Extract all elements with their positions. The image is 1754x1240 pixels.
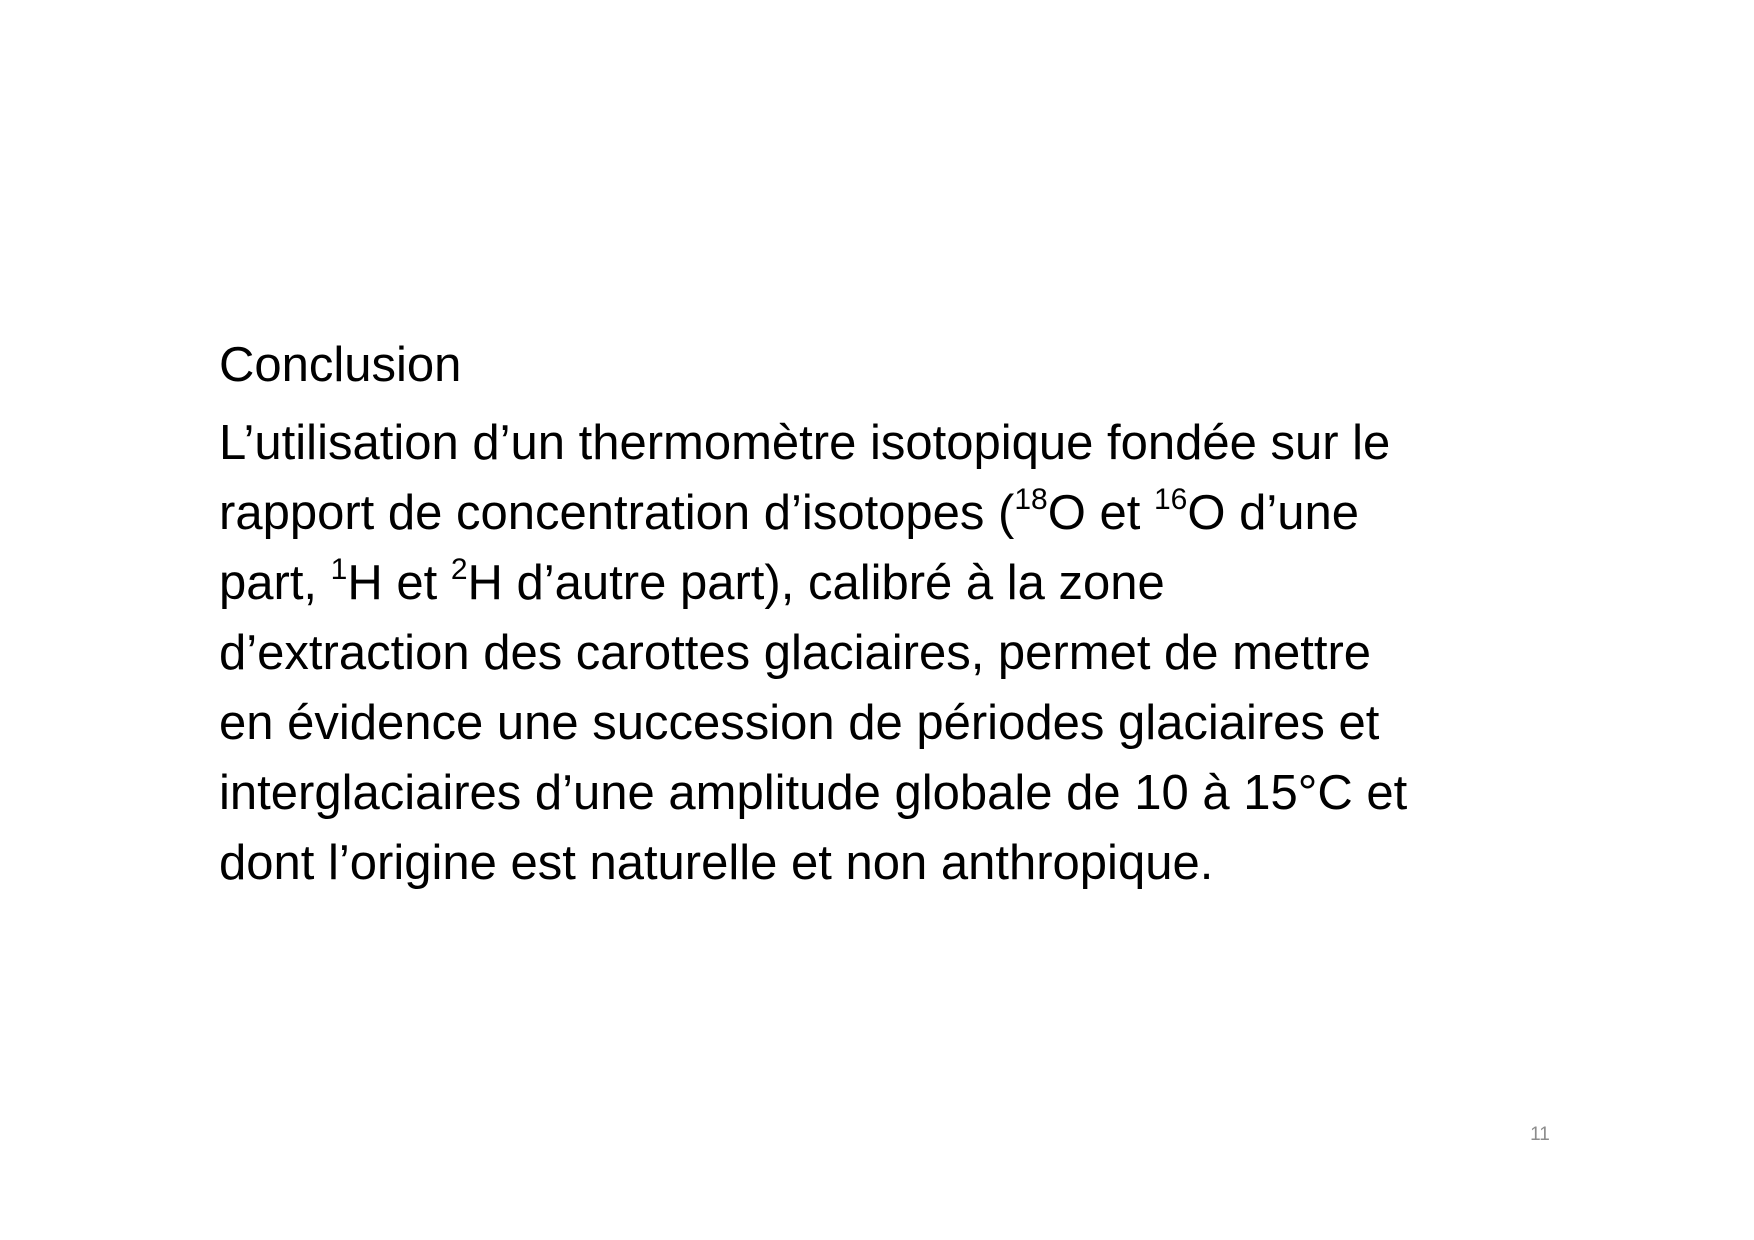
body-line-5: en évidence une succession de périodes glaciaires et [219, 696, 1380, 750]
page-number: 11 [1530, 1124, 1550, 1145]
slide-content [219, 330, 1559, 898]
isotope-1-mass-number: 1 [330, 553, 348, 586]
body-line-3-part-2: H et [347, 556, 451, 610]
body-line-3 [219, 548, 1559, 618]
body-line-2-part-3: O d’une [1187, 486, 1359, 540]
body-line-4: d’extraction des carottes glaciaires, permet de mettre [219, 626, 1372, 680]
body-line-6: interglaciaires d’une amplitude globale de 10 à 15°C et [219, 766, 1408, 820]
body-line-7: dont l’origine est naturelle et non anthropique. [219, 836, 1214, 890]
body-line-3-part-3: H d’autre part), calibré à la zone [467, 556, 1165, 610]
isotope-2-mass-number: 2 [450, 553, 468, 586]
slide-heading: Conclusion [219, 338, 462, 392]
isotope-16-mass-number: 16 [1153, 483, 1188, 516]
body-line-2 [219, 478, 1559, 548]
body-line-2-part-1: rapport de concentration d’isotopes ( [219, 486, 1015, 540]
body-line-1: L’utilisation d’un thermomètre isotopique fondée sur le [219, 416, 1391, 470]
body-line-2-part-2: O et [1047, 486, 1154, 540]
isotope-18-mass-number: 18 [1014, 483, 1048, 516]
body-line-3-part-1: part, [219, 556, 331, 610]
